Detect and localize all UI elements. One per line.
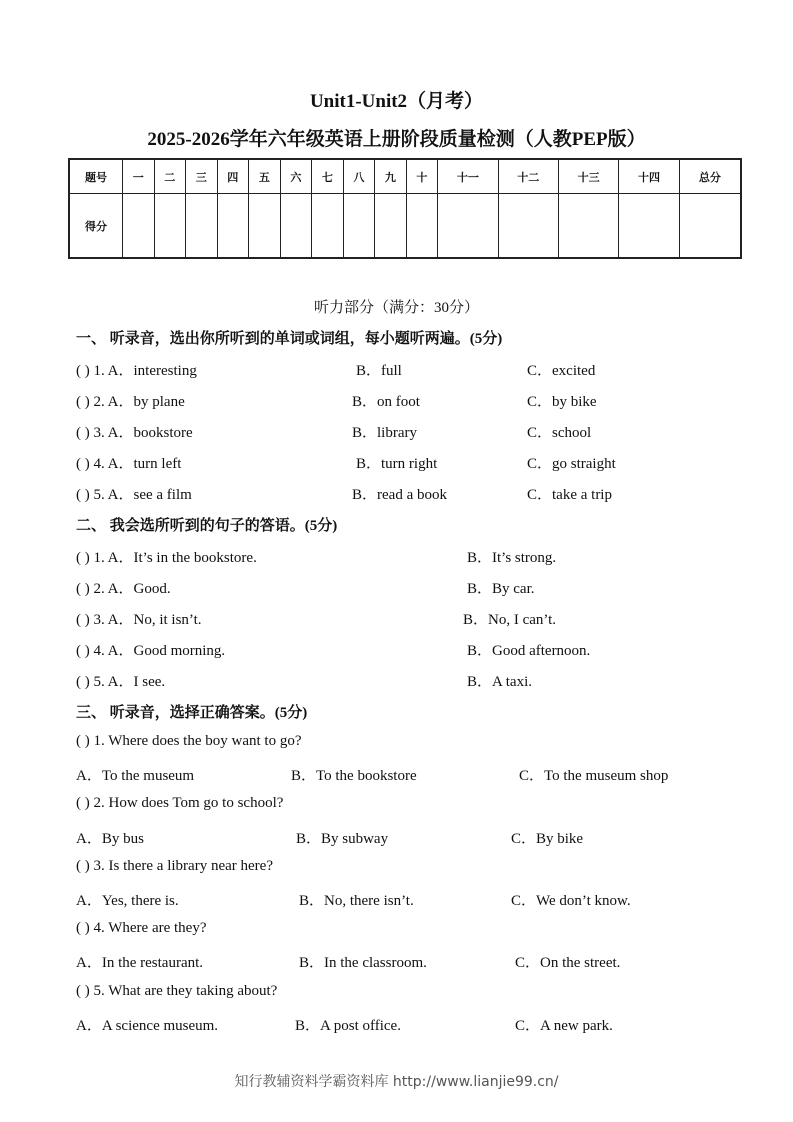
title-line-1: Unit1-Unit2（月考） <box>309 91 484 112</box>
score-cell[interactable] <box>438 194 498 259</box>
s1-q3-option-c: C．school <box>527 425 592 441</box>
s1-q2-option-c: C．by bike <box>527 394 597 410</box>
s3-q3-question: ( ) 3. Is there a library near here? <box>76 858 273 874</box>
s1-q1-option-c: C．excited <box>527 363 596 379</box>
s1-q5-option-b: B．read a book <box>352 487 447 503</box>
s3-q1-option-a: A．To the museum <box>76 768 195 784</box>
score-table-header-cell: 十一 <box>438 159 498 194</box>
s3-q2-option-c: C．By bike <box>511 831 584 847</box>
score-cell[interactable] <box>406 194 438 259</box>
score-cell[interactable] <box>498 194 558 259</box>
score-cell[interactable] <box>123 194 155 259</box>
s1-q4-option-c: C．go straight <box>527 456 616 472</box>
score-table-header-cell: 五 <box>249 159 281 194</box>
score-table <box>68 158 742 259</box>
score-table-header-cell: 八 <box>343 159 375 194</box>
s1-q3-option-b: B．library <box>352 425 417 441</box>
s2-q5-option-b: B．A taxi. <box>467 674 533 690</box>
section-3-heading: 三、 听录音，选择正确答案。(5分) <box>76 705 308 721</box>
score-cell[interactable] <box>375 194 407 259</box>
score-cell[interactable] <box>249 194 281 259</box>
s1-q2-option-a: ( ) 2. A．by plane <box>76 394 185 410</box>
score-table-header-cell: 六 <box>280 159 312 194</box>
score-table-header-cell: 十三 <box>558 159 618 194</box>
s3-q2-option-a: A．By bus <box>76 831 144 847</box>
s2-q4-option-a: ( ) 4. A．Good morning. <box>76 643 226 659</box>
score-cell[interactable] <box>679 194 741 259</box>
s3-q5-option-c: C．A new park. <box>515 1018 613 1034</box>
s2-q4-option-b: B．Good afternoon. <box>467 643 591 659</box>
score-table-header-cell: 十 <box>406 159 438 194</box>
s2-q3-option-b: B．No, I can’t. <box>463 612 557 628</box>
s2-q2-option-b: B．By car. <box>467 581 535 597</box>
s3-q5-question: ( ) 5. What are they taking about? <box>76 983 278 999</box>
score-table-header-cell: 一 <box>123 159 155 194</box>
score-table-row-label: 得分 <box>69 194 123 259</box>
s2-q5-option-a: ( ) 5. A．I see. <box>76 674 166 690</box>
title-line-2: 2025-2026学年六年级英语上册阶段质量检测（人教PEP版） <box>147 129 646 150</box>
s3-q4-option-a: A．In the restaurant. <box>76 955 204 971</box>
section-2-heading: 二、 我会选所听到的句子的答语。(5分) <box>76 518 338 534</box>
listening-header: 听力部分（满分：30分） <box>313 300 479 316</box>
score-cell[interactable] <box>312 194 344 259</box>
s3-q4-question: ( ) 4. Where are they? <box>76 920 207 936</box>
s1-q5-option-a: ( ) 5. A．see a film <box>76 487 192 503</box>
score-cell[interactable] <box>217 194 249 259</box>
score-table-header-cell: 十二 <box>498 159 558 194</box>
s2-q3-option-a: ( ) 3. A．No, it isn’t. <box>76 612 202 628</box>
s1-q5-option-c: C．take a trip <box>527 487 612 503</box>
s2-q2-option-a: ( ) 2. A．Good. <box>76 581 171 597</box>
s1-q3-option-a: ( ) 3. A．bookstore <box>76 425 193 441</box>
score-table-header-row <box>69 159 741 194</box>
s1-q4-option-a: ( ) 4. A．turn left <box>76 456 182 472</box>
score-cell[interactable] <box>186 194 218 259</box>
s3-q3-option-b: B．No, there isn’t. <box>299 893 414 909</box>
s1-q4-option-b: B．turn right <box>356 456 438 472</box>
score-table-header-cell: 四 <box>217 159 249 194</box>
score-table-score-row <box>69 194 741 259</box>
section-1-heading: 一、 听录音，选出你所听到的单词或词组，每小题听两遍。(5分) <box>76 331 503 347</box>
score-cell[interactable] <box>280 194 312 259</box>
footer-watermark-link[interactable]: 知行教辅资料学霸资料库 http://www.lianjie99.cn/ <box>234 1074 559 1090</box>
s3-q3-option-c: C．We don’t know. <box>511 893 631 909</box>
s3-q2-option-b: B．By subway <box>296 831 389 847</box>
score-cell[interactable] <box>343 194 375 259</box>
score-table-header-cell: 十四 <box>619 159 679 194</box>
s2-q1-option-b: B．It’s strong. <box>467 550 557 566</box>
s1-q1-option-a: ( ) 1. A．interesting <box>76 363 197 379</box>
s2-q1-option-a: ( ) 1. A．It’s in the bookstore. <box>76 550 257 566</box>
score-table-header-cell: 三 <box>186 159 218 194</box>
s3-q1-question: ( ) 1. Where does the boy want to go? <box>76 733 302 749</box>
s3-q4-option-c: C．On the street. <box>515 955 621 971</box>
score-cell[interactable] <box>154 194 186 259</box>
s1-q1-option-b: B．full <box>356 363 402 379</box>
score-table-header-cell: 总分 <box>679 159 741 194</box>
s3-q1-option-c: C．To the museum shop <box>519 768 669 784</box>
score-table-header-cell: 七 <box>312 159 344 194</box>
s3-q2-question: ( ) 2. How does Tom go to school? <box>76 795 284 811</box>
s1-q2-option-b: B．on foot <box>352 394 420 410</box>
s3-q1-option-b: B．To the bookstore <box>291 768 417 784</box>
score-table-header-cell: 题号 <box>69 159 123 194</box>
score-cell[interactable] <box>619 194 679 259</box>
score-table-header-cell: 二 <box>154 159 186 194</box>
score-table-header-cell: 九 <box>375 159 407 194</box>
s3-q4-option-b: B．In the classroom. <box>299 955 427 971</box>
s3-q5-option-b: B．A post office. <box>295 1018 401 1034</box>
score-cell[interactable] <box>558 194 618 259</box>
s3-q3-option-a: A．Yes, there is. <box>76 893 179 909</box>
s3-q5-option-a: A．A science museum. <box>76 1018 219 1034</box>
